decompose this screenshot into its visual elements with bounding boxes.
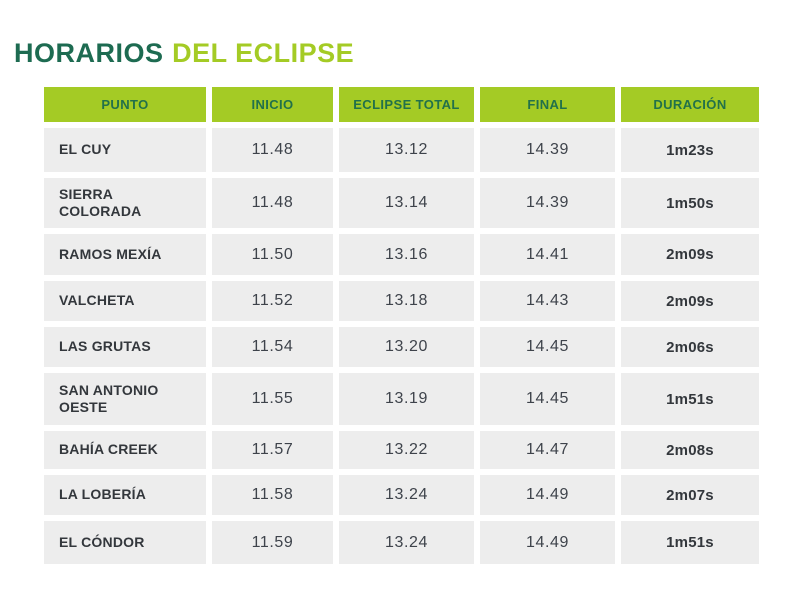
table-cell-final: 14.49: [480, 475, 615, 515]
punto-label: VALCHETA: [59, 292, 135, 309]
table-cell-final: 14.43: [480, 281, 615, 321]
table-cell-duracion: 2m07s: [621, 475, 759, 515]
table-cell-final: 14.47: [480, 431, 615, 469]
table-cell-eclipse-total: 13.18: [339, 281, 474, 321]
table-cell-inicio: 11.59: [212, 521, 333, 564]
table-cell-duracion: 2m09s: [621, 281, 759, 321]
column-header-final: FINAL: [480, 87, 615, 122]
table-cell-eclipse-total: 13.16: [339, 234, 474, 275]
table-cell-final: 14.41: [480, 234, 615, 275]
column-header-punto: PUNTO: [44, 87, 206, 122]
table-cell-duracion: 2m06s: [621, 327, 759, 367]
table-cell-eclipse-total: 13.20: [339, 327, 474, 367]
table-row-punto: [44, 327, 206, 367]
table-row-punto: [44, 373, 206, 425]
eclipse-times-table: [44, 87, 759, 564]
punto-label: LA LOBERÍA: [59, 486, 147, 503]
table-cell-duracion: 2m09s: [621, 234, 759, 275]
table-row-punto: [44, 475, 206, 515]
table-cell-duracion: 2m08s: [621, 431, 759, 469]
table-row-punto: [44, 521, 206, 564]
table-row-punto: [44, 281, 206, 321]
title-light-part: DEL ECLIPSE: [172, 38, 355, 68]
column-header-eclipse-total: ECLIPSE TOTAL: [339, 87, 474, 122]
table-cell-final: 14.39: [480, 178, 615, 228]
table-cell-eclipse-total: 13.22: [339, 431, 474, 469]
table-cell-duracion: 1m23s: [621, 128, 759, 172]
table-cell-inicio: 11.48: [212, 178, 333, 228]
punto-label: SIERRA COLORADA: [59, 185, 142, 219]
table-cell-duracion: 1m50s: [621, 178, 759, 228]
punto-label: EL CUY: [59, 141, 112, 158]
table-cell-final: 14.45: [480, 327, 615, 367]
table-cell-inicio: 11.58: [212, 475, 333, 515]
table-row-punto: [44, 234, 206, 275]
punto-label: RAMOS MEXÍA: [59, 245, 162, 262]
punto-label: LAS GRUTAS: [59, 338, 151, 355]
punto-label: BAHÍA CREEK: [59, 441, 158, 458]
table-cell-inicio: 11.50: [212, 234, 333, 275]
table-cell-eclipse-total: 13.24: [339, 475, 474, 515]
table-cell-eclipse-total: 13.19: [339, 373, 474, 425]
table-cell-eclipse-total: 13.12: [339, 128, 474, 172]
table-cell-final: 14.49: [480, 521, 615, 564]
table-cell-inicio: 11.54: [212, 327, 333, 367]
column-header-inicio: INICIO: [212, 87, 333, 122]
table-cell-inicio: 11.48: [212, 128, 333, 172]
punto-label: EL CÓNDOR: [59, 533, 145, 550]
table-row-punto: [44, 431, 206, 469]
table-cell-duracion: 1m51s: [621, 521, 759, 564]
table-cell-eclipse-total: 13.24: [339, 521, 474, 564]
page-title: [14, 38, 800, 68]
table-cell-inicio: 11.57: [212, 431, 333, 469]
table-cell-eclipse-total: 13.14: [339, 178, 474, 228]
title-dark-part: HORARIOS: [14, 38, 164, 68]
table-row-punto: [44, 128, 206, 172]
table-cell-inicio: 11.52: [212, 281, 333, 321]
table-cell-inicio: 11.55: [212, 373, 333, 425]
table-cell-final: 14.45: [480, 373, 615, 425]
punto-label: SAN ANTONIO OESTE: [59, 381, 159, 415]
column-header-duracion: DURACIÓN: [621, 87, 759, 122]
table-cell-duracion: 1m51s: [621, 373, 759, 425]
table-cell-final: 14.39: [480, 128, 615, 172]
table-row-punto: [44, 178, 206, 228]
